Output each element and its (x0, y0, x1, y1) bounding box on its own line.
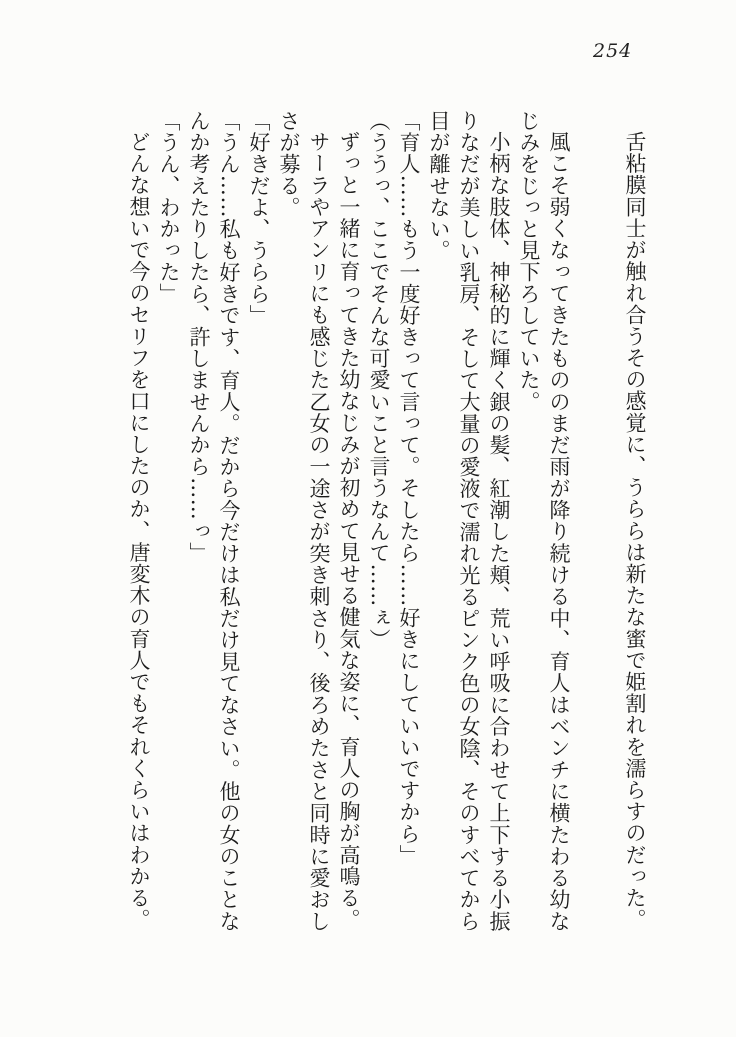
paragraph: サーラやアンリにも感じた乙女の一途さが突き刺さり、後ろめたさと同時に愛おしさが募る。 (277, 110, 331, 932)
paragraph-dialogue: 「うん……私も好きです、育人。だから今だけは私だけ見てなさい。他の女のことなんか考えたりしたら、許しませんから……っ」 (187, 110, 241, 932)
paragraph: 舌粘膜同士が触れ合うその感覚に、うららは新たな蜜で姫割れを濡らすのだった。 (623, 131, 647, 931)
vertical-text-block (124, 110, 650, 932)
paragraph-dialogue: 「うん、わかった」 (157, 110, 181, 305)
paragraph: 風こそ弱くなってきたもののまだ雨が降り続ける中、育人はベンチに横たわる幼なじみをじっと見下ろしていた。 (517, 110, 571, 932)
paragraph: 小柄な肢体、神秘的に輝く銀の髪、紅潮した頬、荒い呼吸に合わせて上下する小振りなだが美しい乳房、そして大量の愛液で濡れ光るピンク色の女陰、そのすべてから目が離せない。 (427, 110, 511, 932)
paragraph: どんな想いで今のセリフを口にしたのか、唐変木の育人でもそれくらいはわかる。 (127, 131, 151, 931)
paragraph: ずっと一緒に育ってきた幼なじみが初めて見せる健気な姿に、育人の胸が高鳴る。 (337, 131, 361, 931)
paragraph-dialogue: 「好きだよ、うらら」 (247, 110, 271, 326)
page-number: 254 (593, 40, 633, 62)
paragraph-thought: （ううっ、ここでそんな可愛いこと言うなんて……ぇ） (367, 110, 391, 650)
paragraph-dialogue: 「育人……もう一度好きって言って。そしたら……好きにしていいですから」 (397, 110, 421, 866)
